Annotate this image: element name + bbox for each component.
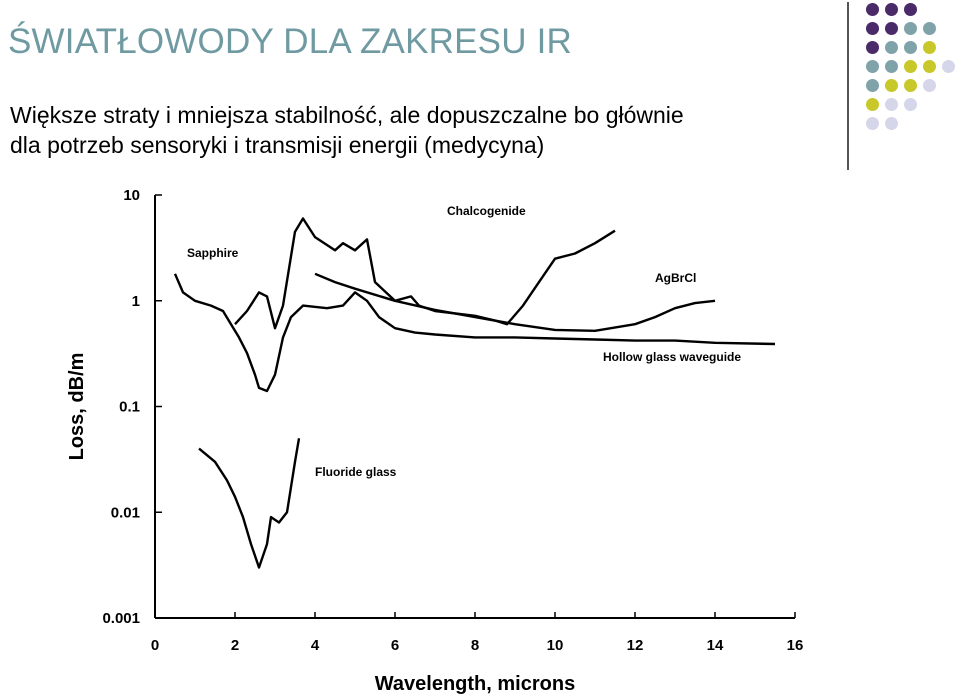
x-tick-label: 4 [310,637,320,654]
x-tick-label: 0 [150,637,160,654]
decor-dot [885,79,898,92]
decor-dot [866,98,879,111]
decor-dot [904,22,917,35]
x-tick-label: 10 [546,637,564,654]
series-fluoride-glass [199,438,299,567]
annotation-hollow-glass-waveguide: Hollow glass waveguide [603,349,742,364]
annotation-chalcogenide: Chalcogenide [447,203,526,218]
decor-dot [866,79,879,92]
annotation-sapphire: Sapphire [187,245,239,260]
decor-dot [923,41,936,54]
loss-vs-wavelength-chart [55,175,815,695]
decor-dot [866,60,879,73]
subtitle-line-1: Większe straty i mniejsza stabilność, ale dopuszczalne bo głównie [10,102,684,128]
series-sapphire [175,274,775,391]
decor-dot [923,60,936,73]
decor-dot [866,3,879,16]
decor-dot [904,60,917,73]
decor-dot [885,22,898,35]
x-axis-label: Wavelength, microns [374,673,576,695]
x-tick-label: 16 [786,637,804,654]
x-tick-label: 2 [230,637,240,654]
x-tick-label: 14 [706,637,724,654]
y-tick-label: 10 [123,187,140,204]
slide-subtitle [10,100,684,160]
y-tick-label: 1 [131,292,140,310]
decor-dot [885,60,898,73]
y-axis-label: Loss, dB/m [66,352,88,461]
slide-title: ŚWIATŁOWODY DLA ZAKRESU IR [8,22,573,61]
decor-dot [904,98,917,111]
decor-dot [923,22,936,35]
decor-dot [904,41,917,54]
x-tick-label: 6 [390,637,400,654]
decor-dot [904,3,917,16]
x-tick-label: 12 [626,637,644,654]
y-tick-label: 0.01 [110,504,140,522]
y-tick-label: 0.1 [119,398,140,416]
decorative-dot-grid [860,0,960,150]
decorative-divider [847,2,849,170]
y-tick-label: 0.001 [102,610,140,627]
decor-dot [866,117,879,130]
decor-dot [885,117,898,130]
decor-dot [866,41,879,54]
annotation-fluoride-glass: Fluoride glass [315,465,397,480]
series-chalcogenide [235,219,615,329]
decor-dot [923,79,936,92]
subtitle-line-2: dla potrzeb sensoryki i transmisji energii (medycyna) [10,132,545,158]
decor-dot [885,41,898,54]
decor-dot [885,3,898,16]
x-tick-label: 8 [470,637,480,654]
decor-dot [942,60,955,73]
decor-dot [904,79,917,92]
annotation-agbrcl: AgBrCl [655,271,697,286]
decor-dot [866,22,879,35]
decor-dot [885,98,898,111]
